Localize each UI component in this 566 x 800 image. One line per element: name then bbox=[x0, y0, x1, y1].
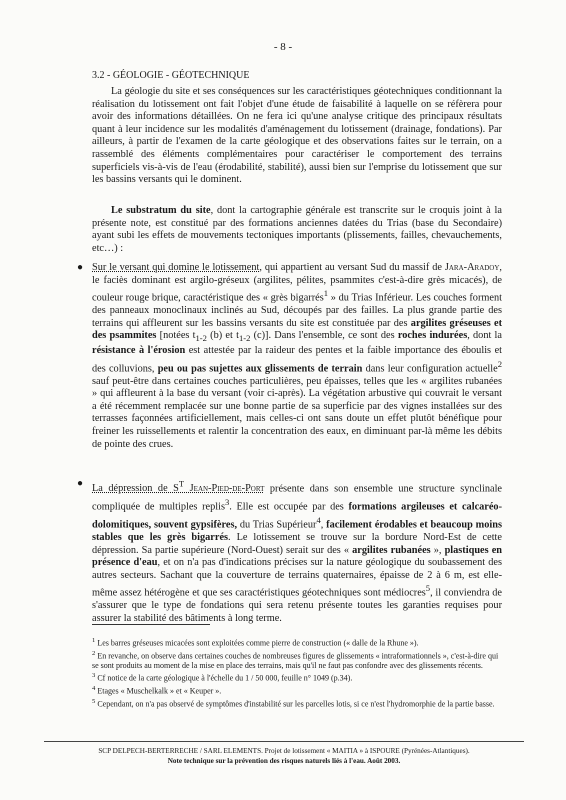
footer-line-1: SCP DELPECH-BERTERRECHE / SARL ELEMENTS. Projet de lotissement « MAITIA » à ISPOURE (Pyrénées-Atlantiques). bbox=[98, 747, 470, 755]
footnote-text: Les barres gréseuses micacées sont exploitées comme pierre de construction (« dalle de la Rhune »). bbox=[95, 638, 419, 648]
bullet2-text-7: , et on n'a pas d'indications précises sur la nature géologique du soubassement des autres secteurs. Sachant que la couverture de terrains quaternaires, épaisse de 2 à 6 m, est elle-même assez hétérogène et que ses caractéristiques géotechniques sont médiocres bbox=[92, 557, 503, 599]
bullet1-text-2: , le faciès dominant est argilo-gréseux (argilites, pélites, psammites c'est-à-dire grès micacés), de couleur rouge brique, caractéristique des « grès bigarrés bbox=[92, 262, 502, 304]
intro-paragraph: La géologie du site et ses conséquences sur les caractéristiques géotechniques conditionnant la réalisation du lotissement ont fait l'objet d'une étude de faisabilité à laquelle on se réfèrera pour avoir des informations détaillées. On ne fera ici qu'une analyse critique des principaux résultats quant à leur incidence sur les modalités d'aménagement du lotissement (drainage, fondations). Par ailleurs, à partir de l'examen de la carte géologique et des observations faites sur le terrain, on a rassemblé des éléments complémentaires pour caractériser le comportement des terrains superficiels vis-à-vis de l'eau (érodabilité, stabilité), aussi bien sur l'emprise du lotissement que sur les bassins versants qui le dominent. bbox=[92, 86, 502, 186]
bullet2-place-name: Jean-Pied-de-Port bbox=[184, 483, 265, 495]
page-number: - 8 - bbox=[273, 41, 293, 53]
bullet1-text-4: [notées t bbox=[156, 330, 196, 342]
footnote-divider bbox=[92, 624, 210, 625]
bullet2-text-6: », bbox=[430, 544, 445, 556]
bullet1-sub-1: 1-2 bbox=[195, 333, 207, 344]
footnote-ref-4: 4 bbox=[316, 515, 321, 526]
bullet-depression bbox=[92, 478, 502, 626]
footnotes bbox=[92, 636, 500, 709]
bullet2-bold-4: plastiques en présence d'eau bbox=[92, 544, 502, 569]
bullet1-bold-3: résistance à l'érosion bbox=[92, 345, 186, 357]
footnote-4 bbox=[92, 684, 500, 697]
bullet2-lead-sup: T bbox=[178, 479, 185, 489]
footnote-ref-3: 3 bbox=[224, 497, 230, 508]
footnote-text: Cf notice de la carte géologique à l'échelle du 1 / 50 000, feuille n° 1049 (p.34). bbox=[95, 673, 353, 683]
substratum-paragraph bbox=[92, 205, 502, 255]
footnote-ref-2: 2 bbox=[497, 358, 502, 369]
footnote-text: Cependant, on n'a pas observé de symptômes d'instabilité sur les parcelles lotis, si ce n'est l'hydromorphie de la partie basse. bbox=[95, 699, 495, 709]
footnote-3 bbox=[92, 671, 500, 684]
bullet1-lead: Sur le versant qui domine le lotissement bbox=[92, 262, 260, 273]
bullet1-text-7: , dont la bbox=[467, 330, 502, 342]
footnote-number: 3 bbox=[92, 672, 96, 680]
bullet1-sub-2: 1-2 bbox=[238, 333, 251, 344]
footnote-text: En revanche, on observe dans certaines couches de nombreuses figures de glissements « intraformationnels », c'est-à-dire qui se sont produits au moment de la mise en place des terrains, mais qu'il ne faut pas confondre avec des glissements récents. bbox=[92, 651, 499, 671]
bullet-dot-1: ● bbox=[77, 262, 84, 273]
substratum-text: , dont la cartographie générale est transcrite sur le croquis joint à la présente note, est constitué par des formations anciennes datées du Trias (base du Secondaire) ayant subi les effets de mouvements tectoniques importants (plissements, failles, chevauchements, etc…) : bbox=[92, 205, 502, 254]
footnote-ref-5: 5 bbox=[425, 583, 431, 594]
bullet2-text-1: présente dans son ensemble une structure synclinale compliquée de multiples replis bbox=[92, 483, 503, 513]
bullet1-text-10: sauf peut-être dans certaines couches particulières, peu épaisses, telles que les « argilites rubanées » qui affleurent à la base du versant (voir ci-après). La végétation arbustive qui couvrait le versant a été récemment remplacée sur une bonne partie de sa superficie par des vignes installées sur des terrasses façonnées artificiellement, mais celles-ci ont sans doute un effet plutôt bénéfique pour freiner les ruissellements et ralentir la concentration des eaux, en diminuant par-là même les débits de pointe des crues. bbox=[92, 375, 502, 450]
footnote-ref-1: 1 bbox=[323, 288, 328, 299]
bullet2-bold-3: argilites rubanées bbox=[352, 544, 431, 556]
page-footer bbox=[44, 746, 524, 766]
bullet-versant bbox=[92, 262, 502, 451]
bullet1-text-6: (c)]. Dans l'ensemble, ce sont des bbox=[250, 330, 398, 342]
bullet2-bold-1: formations argileuses et calcaréo-dolomitiques, souvent gypsifères, bbox=[92, 501, 502, 531]
bullet1-bold-2: roches indurées bbox=[397, 330, 468, 342]
footnote-number: 2 bbox=[92, 649, 96, 657]
bullet1-text-3: » du Trias Inférieur. Les couches forment des panneaux monoclinaux inclinés au Sud, découpés par des failles. La plus grande partie des terrains qui affleurent sur les bassins versants du site est constituée par des bbox=[92, 292, 502, 329]
footnote-2 bbox=[92, 649, 500, 672]
footer-line-2: Note technique sur la prévention des risques naturels liés à l'eau. Août 2003. bbox=[167, 757, 401, 765]
bullet1-text-9: dans leur configuration actuelle bbox=[362, 363, 498, 375]
footnote-number: 1 bbox=[92, 637, 96, 644]
bullet1-text-1: , qui appartient au versant Sud du massif de bbox=[259, 262, 445, 273]
bullet2-text-5: . Le lotissement se trouve sur la bordure Nord-Est de cette dépression. Sa partie supérieure (Nord-Ouest) serait sur des « bbox=[92, 532, 502, 556]
bullet2-text-8: , il conviendra de s'assurer que le type de fondations qui sera retenu présente toutes les garanties requises pour assurer la stabilité des bâtiments à long terme. bbox=[92, 587, 502, 625]
footnote-number: 4 bbox=[92, 684, 96, 692]
bullet1-text-8: est attestée par la raideur des pentes et la faible importance des éboulis et des colluvions, bbox=[92, 345, 503, 375]
bullet2-text-3: du Trias Supérieur bbox=[237, 519, 317, 531]
bullet2-bold-2: facilement érodables et beaucoup moins stables que les grès bigarrés bbox=[92, 519, 502, 544]
substratum-bold: Le substratum du site bbox=[111, 205, 211, 216]
bullet1-bold-4: peu ou pas sujettes aux glissements de terrain bbox=[157, 363, 363, 375]
bullet1-bold-1: argilites gréseuses et des psammites bbox=[92, 317, 503, 342]
bullet-dot-2: ● bbox=[77, 478, 84, 489]
footer-divider bbox=[44, 741, 524, 742]
bullet2-text-2: . Elle est occupée par des bbox=[229, 501, 349, 513]
bullet2-lead bbox=[92, 479, 265, 495]
footnote-5 bbox=[92, 697, 500, 710]
bullet1-text-5: (b) et t bbox=[206, 330, 239, 342]
footnote-1 bbox=[92, 636, 500, 649]
bullet2-text-4: , bbox=[320, 519, 327, 531]
footnote-number: 5 bbox=[92, 697, 96, 705]
bullet2-lead-text: La dépression de S bbox=[92, 483, 179, 495]
section-heading: 3.2 - GÉOLOGIE - GÉOTECHNIQUE bbox=[92, 70, 250, 81]
bullet1-massif-name: Jara-Aradoy bbox=[444, 262, 500, 273]
footnote-text: Etages « Muschelkalk » et « Keuper ». bbox=[95, 686, 222, 696]
